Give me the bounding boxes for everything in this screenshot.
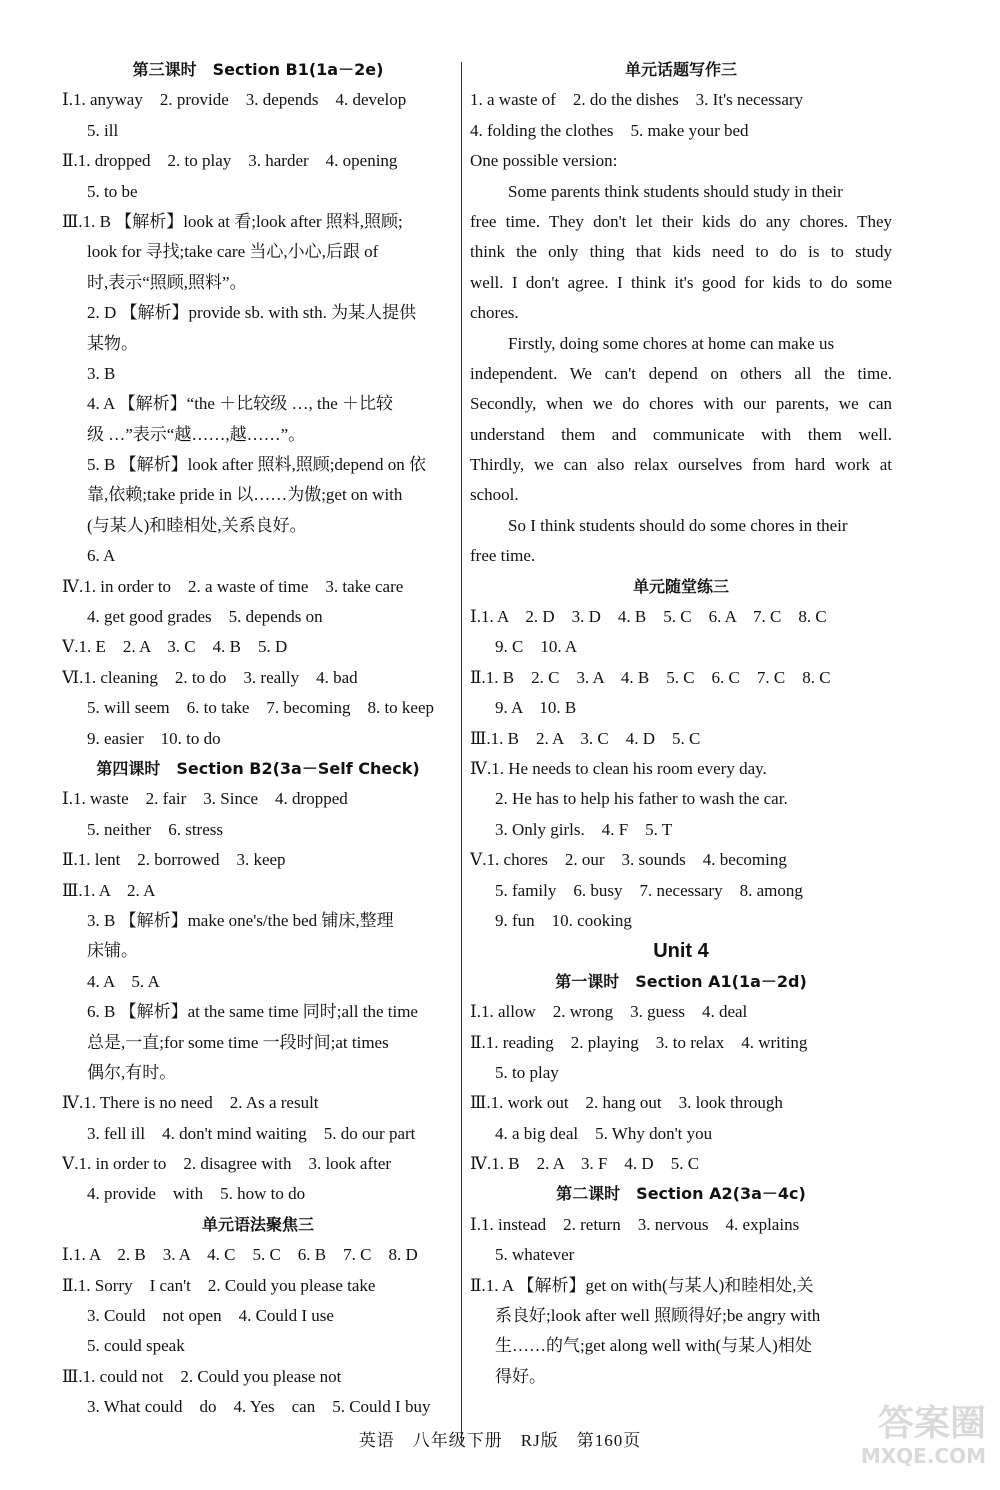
answer-line: 系良好;look after well 照顾得好;be angry with	[495, 1306, 821, 1326]
answer-line: 9. easier 10. to do	[87, 728, 221, 748]
answer-line: 6. B 【解析】at the same time 同时;all the time	[87, 1002, 418, 1022]
answer-line: 3. fell ill 4. don't mind waiting 5. do our part	[87, 1123, 416, 1143]
answer-line: Ⅱ.1. B 2. C 3. A 4. B 5. C 6. C 7. C 8. C	[470, 667, 831, 687]
page-footer: 英语 八年级下册 RJ版 第160页	[358, 1431, 642, 1450]
answer-line: Some parents think students should study in their	[508, 181, 843, 201]
answer-line: 生……的气;get along well with(与某人)相处	[495, 1336, 812, 1356]
watermark-logo	[826, 1404, 986, 1474]
answer-line: 偶尔,有时。	[87, 1062, 177, 1082]
answer-line: 9. C 10. A	[495, 637, 578, 657]
answer-line: 5. family 6. busy 7. necessary 8. among	[495, 880, 803, 900]
answer-line: think the only thing that kids need to do is to study	[470, 242, 892, 262]
answer-line: Ⅱ.1. A 【解析】get on with(与某人)和睦相处,关	[470, 1275, 814, 1295]
answer-line: Firstly, doing some chores at home can make us	[508, 333, 835, 353]
section-heading: 单元话题写作三	[624, 60, 737, 79]
answer-line: 5. to be	[87, 181, 138, 201]
answer-line: Thirdly, we can also relax ourselves from hard work at	[470, 455, 892, 475]
answer-line: Ⅱ.1. Sorry I can't 2. Could you please take	[62, 1275, 376, 1295]
answer-line: Ⅲ.1. B 【解析】look at 看;look after 照料,照顾;	[62, 211, 403, 231]
left-column	[62, 55, 454, 1423]
answer-line: 靠,依赖;take pride in 以……为傲;get on with	[87, 485, 403, 505]
answer-line: independent. We can't depend on others all the time.	[470, 363, 892, 383]
answer-line: 5. ill	[87, 120, 119, 140]
section-heading: 第二课时 Section A2(3a－4c)	[556, 1184, 806, 1204]
answer-line: 5. could speak	[87, 1336, 185, 1356]
answer-line: understand them and communicate with them well.	[470, 424, 892, 444]
answer-line: 4. provide with 5. how to do	[87, 1184, 306, 1204]
answer-line: 2. He has to help his father to wash the car.	[495, 789, 788, 809]
answer-line: Ⅰ.1. A 2. B 3. A 4. C 5. C 6. B 7. C 8. D	[62, 1245, 418, 1265]
answer-line: 3. Could not open 4. Could I use	[87, 1306, 334, 1326]
answer-line: 9. A 10. B	[495, 698, 577, 718]
answer-line: 床铺。	[87, 941, 138, 961]
answer-line: 时,表示“照顾,照料”。	[87, 272, 247, 292]
section-heading: 第一课时 Section A1(1a－2d)	[555, 971, 807, 991]
answer-line: 4. A 5. A	[87, 971, 160, 991]
answer-line: Ⅱ.1. dropped 2. to play 3. harder 4. opening	[62, 151, 398, 171]
answer-line: Ⅱ.1. lent 2. borrowed 3. keep	[62, 850, 286, 870]
watermark-url: MXQE.COM	[860, 1444, 986, 1468]
answer-line: So I think students should do some chores in their	[508, 515, 848, 535]
answer-line: Ⅳ.1. He needs to clean his room every day.	[470, 758, 767, 778]
answer-line: 4. folding the clothes 5. make your bed	[470, 120, 749, 140]
answer-line: chores.	[470, 303, 519, 323]
answer-line: Ⅰ.1. waste 2. fair 3. Since 4. dropped	[62, 789, 348, 809]
answer-line: Ⅳ.1. in order to 2. a waste of time 3. take care	[62, 576, 404, 596]
answer-line: (与某人)和睦相处,关系良好。	[87, 515, 307, 535]
answer-line: Ⅰ.1. allow 2. wrong 3. guess 4. deal	[470, 1002, 748, 1022]
answer-line: well. I don't agree. I think it's good for kids to do some	[470, 272, 892, 292]
answer-line: free time. They don't let their kids do any chores. They	[470, 211, 892, 231]
section-heading: 单元语法聚焦三	[201, 1214, 314, 1234]
answer-line: Ⅲ.1. could not 2. Could you please not	[62, 1366, 342, 1386]
answer-line: 总是,一直;for some time 一段时间;at times	[87, 1032, 389, 1052]
answer-line: Ⅴ.1. in order to 2. disagree with 3. look after	[62, 1154, 392, 1174]
answer-line: school.	[470, 485, 519, 505]
answer-line: 3. What could do 4. Yes can 5. Could I buy	[87, 1397, 431, 1417]
answer-line: Ⅱ.1. reading 2. playing 3. to relax 4. writing	[470, 1032, 808, 1052]
answer-line: 4. A 【解析】“the ＋比较级 …, the ＋比较	[87, 394, 393, 414]
answer-line: Ⅴ.1. chores 2. our 3. sounds 4. becoming	[470, 850, 787, 870]
answer-line: free time.	[470, 546, 536, 566]
answer-line: 得好。	[495, 1366, 546, 1386]
answer-line: 5. neither 6. stress	[87, 819, 223, 839]
answer-line: 某物。	[87, 333, 138, 353]
right-column	[470, 55, 892, 1392]
answer-line: Ⅳ.1. B 2. A 3. F 4. D 5. C	[470, 1154, 700, 1174]
answer-line: Ⅲ.1. B 2. A 3. C 4. D 5. C	[470, 728, 701, 748]
answer-line: Ⅳ.1. There is no need 2. As a result	[62, 1093, 319, 1113]
watermark-logo-text: 答案圈	[877, 1403, 986, 1444]
answer-line: 3. B	[87, 363, 116, 383]
section-heading: 第四课时 Section B2(3a－Self Check)	[96, 758, 420, 778]
answer-line: 6. A	[87, 546, 116, 566]
answer-line: 5. will seem 6. to take 7. becoming 8. to keep	[87, 698, 435, 718]
section-heading: Unit 4	[653, 940, 709, 963]
column-divider	[461, 62, 462, 1442]
answer-line: 3. B 【解析】make one's/the bed 铺床,整理	[87, 910, 394, 930]
answer-line: Ⅲ.1. work out 2. hang out 3. look through	[470, 1093, 783, 1113]
answer-line: Secondly, when we do chores with our parents, we can	[470, 394, 892, 414]
answer-line: Ⅴ.1. E 2. A 3. C 4. B 5. D	[62, 637, 288, 657]
answer-line: One possible version:	[470, 151, 618, 171]
answer-line: 2. D 【解析】provide sb. with sth. 为某人提供	[87, 303, 417, 323]
answer-line: Ⅰ.1. A 2. D 3. D 4. B 5. C 6. A 7. C 8. C	[470, 607, 827, 627]
section-heading: 第三课时 Section B1(1a－2e)	[132, 60, 384, 79]
answer-line: 4. get good grades 5. depends on	[87, 607, 323, 627]
answer-line: 9. fun 10. cooking	[495, 910, 632, 930]
answer-line: Ⅵ.1. cleaning 2. to do 3. really 4. bad	[62, 667, 358, 687]
answer-line: Ⅲ.1. A 2. A	[62, 880, 156, 900]
answer-line: 4. a big deal 5. Why don't you	[495, 1123, 713, 1143]
answer-line: 3. Only girls. 4. F 5. T	[495, 819, 673, 839]
answer-line: look for 寻找;take care 当心,小心,后跟 of	[87, 242, 379, 262]
answer-line: Ⅰ.1. anyway 2. provide 3. depends 4. develop	[62, 90, 407, 110]
answer-line: 1. a waste of 2. do the dishes 3. It's necessary	[470, 90, 804, 110]
answer-line: 5. to play	[495, 1062, 559, 1082]
answer-line: Ⅰ.1. instead 2. return 3. nervous 4. explains	[470, 1214, 800, 1234]
answer-line: 级 …”表示“越……,越……”。	[87, 424, 306, 444]
answer-line: 5. B 【解析】look after 照料,照顾;depend on 依	[87, 455, 427, 475]
section-heading: 单元随堂练三	[632, 576, 729, 596]
answer-line: 5. whatever	[495, 1245, 575, 1265]
